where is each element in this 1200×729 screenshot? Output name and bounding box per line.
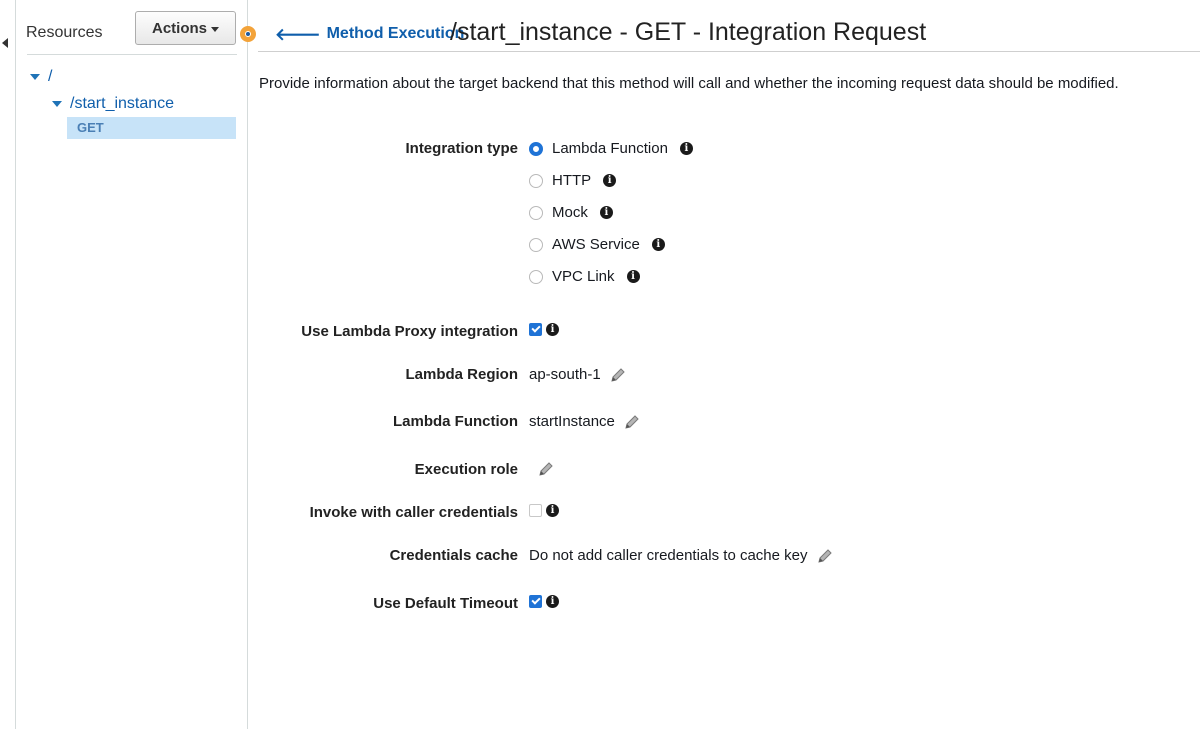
caller-credentials-label: Invoke with caller credentials [309,504,518,521]
chevron-down-icon [211,27,219,32]
info-icon[interactable]: i [546,504,559,517]
execution-role-value-row [529,461,554,477]
execution-role-label: Execution role [414,461,518,478]
radio-http[interactable] [529,172,616,189]
credentials-cache-value-row [529,547,833,564]
tree-node-root-label: / [48,68,53,85]
panel-resize-handle[interactable] [240,26,256,42]
header-divider [258,51,1200,52]
lambda-region-value-row [529,366,626,383]
radio-lambda-function-label: Lambda Function [552,140,668,157]
lambda-proxy-control [529,323,559,336]
lambda-function-label: Lambda Function [393,413,518,430]
credentials-cache-label: Credentials cache [389,547,518,564]
radio-vpc-link-label: VPC Link [552,268,615,285]
resize-dot-icon [245,31,251,37]
info-icon[interactable]: i [627,270,640,283]
tree-node-start-instance-label: /start_instance [70,95,175,112]
expand-triangle-icon[interactable] [30,74,40,80]
radio-http-label: HTTP [552,172,592,189]
integration-type-label: Integration type [405,140,518,157]
tree-node-get-method[interactable]: GET [67,117,236,139]
pencil-edit-icon[interactable] [538,461,554,477]
radio-mock-label: Mock [552,204,588,221]
caller-credentials-checkbox[interactable] [529,504,542,517]
panel-divider [27,54,237,55]
pencil-edit-icon[interactable] [624,414,640,430]
collapse-arrow-icon[interactable] [2,38,8,48]
actions-button[interactable] [135,11,236,45]
radio-button[interactable] [529,270,543,284]
back-to-method-execution-link[interactable] [275,25,464,43]
radio-button[interactable] [529,206,543,220]
radio-button[interactable] [529,174,543,188]
info-icon[interactable]: i [603,174,616,187]
lambda-region-value: ap-south-1 [529,366,601,383]
tree-node-root[interactable] [30,68,52,86]
resources-panel [16,0,248,729]
page-description: Provide information about the target backend that this method will call and whether the incoming request data should be modified. [259,75,1119,92]
info-icon[interactable]: i [680,142,693,155]
radio-button-selected[interactable] [529,142,543,156]
caller-credentials-control [529,504,559,517]
lambda-function-value-row [529,413,640,430]
page-title: /start_instance - GET - Integration Request [450,18,927,46]
expand-triangle-icon[interactable] [52,101,62,107]
actions-label: Actions [151,19,207,37]
radio-aws-service[interactable] [529,236,665,253]
tree-node-start-instance[interactable] [52,95,174,113]
arrow-left-icon: 🡐 [275,24,321,44]
radio-aws-service-label: AWS Service [552,236,640,253]
pencil-edit-icon[interactable] [817,548,833,564]
default-timeout-control [529,595,559,608]
info-icon[interactable]: i [600,206,613,219]
sidebar-collapse-strip [0,0,16,729]
info-icon[interactable]: i [546,595,559,608]
lambda-proxy-checkbox[interactable] [529,323,542,336]
default-timeout-label: Use Default Timeout [373,595,518,612]
lambda-function-value: startInstance [529,413,615,430]
lambda-proxy-label: Use Lambda Proxy integration [301,323,518,340]
info-icon[interactable]: i [652,238,665,251]
info-icon[interactable]: i [546,323,559,336]
default-timeout-checkbox[interactable] [529,595,542,608]
radio-button[interactable] [529,238,543,252]
lambda-region-label: Lambda Region [405,366,518,383]
back-link-label: Method Execution [326,25,465,42]
radio-mock[interactable] [529,204,613,221]
resources-title: Resources [26,24,103,41]
pencil-edit-icon[interactable] [610,367,626,383]
credentials-cache-value: Do not add caller credentials to cache key [529,547,808,564]
radio-vpc-link[interactable] [529,268,640,285]
radio-lambda-function[interactable] [529,140,693,157]
